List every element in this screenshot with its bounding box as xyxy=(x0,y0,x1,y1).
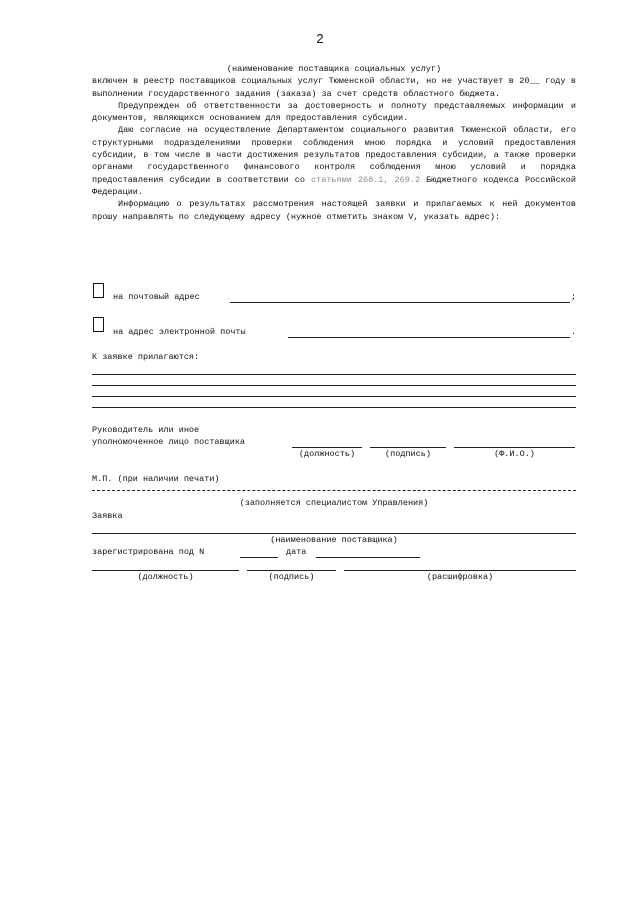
supplier-name-hint: (наименование поставщика социальных услуг) xyxy=(226,64,442,74)
bottom-decoding-caption: (расшифровка) xyxy=(426,572,494,582)
head-position-field[interactable] xyxy=(292,447,362,448)
head-label-line1: Руководитель или иное xyxy=(92,425,200,435)
bottom-position-caption: (должность) xyxy=(137,572,194,582)
head-signature-field[interactable] xyxy=(370,447,446,448)
paragraph-responsibility: Предупрежден об ответственности за достоверность и полноту представляемых информации и документов, являющихся основанием для предоставления субсидии. xyxy=(92,100,576,124)
attachment-line-2[interactable] xyxy=(92,385,576,386)
email-address-field[interactable] xyxy=(288,337,570,338)
postal-address-field[interactable] xyxy=(230,302,570,303)
attachment-line-3[interactable] xyxy=(92,396,576,397)
bottom-signature-caption: (подпись) xyxy=(268,572,315,582)
consent-text-end: Бюджетного кодекса Российской Федерации. xyxy=(92,174,576,197)
application-body xyxy=(92,63,576,223)
stamp-label: М.П. (при наличии печати) xyxy=(92,474,220,484)
head-fio-caption: (Ф.И.О.) xyxy=(494,449,535,459)
head-signature-caption: (подпись) xyxy=(385,449,431,459)
head-label-line2: уполномоченное лицо поставщика xyxy=(92,437,246,447)
bottom-decoding-field[interactable] xyxy=(344,570,576,571)
supplier-name-field[interactable] xyxy=(92,533,576,534)
budget-code-link[interactable]: статьями 268.1, 269.2 xyxy=(311,174,421,185)
bottom-signature-field[interactable] xyxy=(247,570,336,571)
head-fio-field[interactable] xyxy=(454,447,575,448)
paragraph-consent xyxy=(92,124,576,198)
postal-address-label: на почтовый адрес xyxy=(113,292,200,302)
page-number: 2 xyxy=(316,31,324,46)
date-label: дата xyxy=(286,547,307,557)
consent-text: Даю согласие на осуществление Департаментом социального развития Тюменской области, его структурными подразделениями проверки соблюдения мною порядка и условий предоставления субсидии, в том числе в части достижения результатов предоставления субсидии, а также проверки органами государственного финансового контроля соблюдения мною условий и порядка предоставления субсидии в соответствии со xyxy=(92,125,576,185)
registration-date-field[interactable] xyxy=(316,557,420,558)
attachment-line-4[interactable] xyxy=(92,407,576,408)
postal-address-checkbox[interactable] xyxy=(93,283,104,298)
registration-number-field[interactable] xyxy=(240,557,278,558)
supplier-name-caption: (наименование поставщика) xyxy=(270,535,398,545)
office-note: (заполняется специалистом Управления) xyxy=(239,498,429,508)
head-position-caption: (должность) xyxy=(298,449,356,459)
attachments-label: К заявке прилагаются: xyxy=(92,352,200,362)
dashed-divider xyxy=(92,490,576,491)
registered-label: зарегистрирована под N xyxy=(92,547,205,557)
email-address-end: . xyxy=(571,327,577,337)
email-address-label: на адрес электронной почты xyxy=(113,327,246,337)
attachment-line-1[interactable] xyxy=(92,374,576,375)
postal-address-end: ; xyxy=(571,292,577,302)
bottom-position-field[interactable] xyxy=(92,570,239,571)
application-label: Заявка xyxy=(92,511,123,521)
paragraph-address-request: Информацию о результатах рассмотрения настоящей заявки и прилагаемых к ней документов прошу направлять по следующему адресу (нужное отметить знаком V, указать адрес): xyxy=(92,199,576,222)
email-address-checkbox[interactable] xyxy=(93,317,104,332)
paragraph-register-status: включен в реестр поставщиков социальных услуг Тюменской области, но не участвует в 20__ году в выполнении государственного задания (заказа) за счет средств областного бюджета. xyxy=(92,76,576,99)
